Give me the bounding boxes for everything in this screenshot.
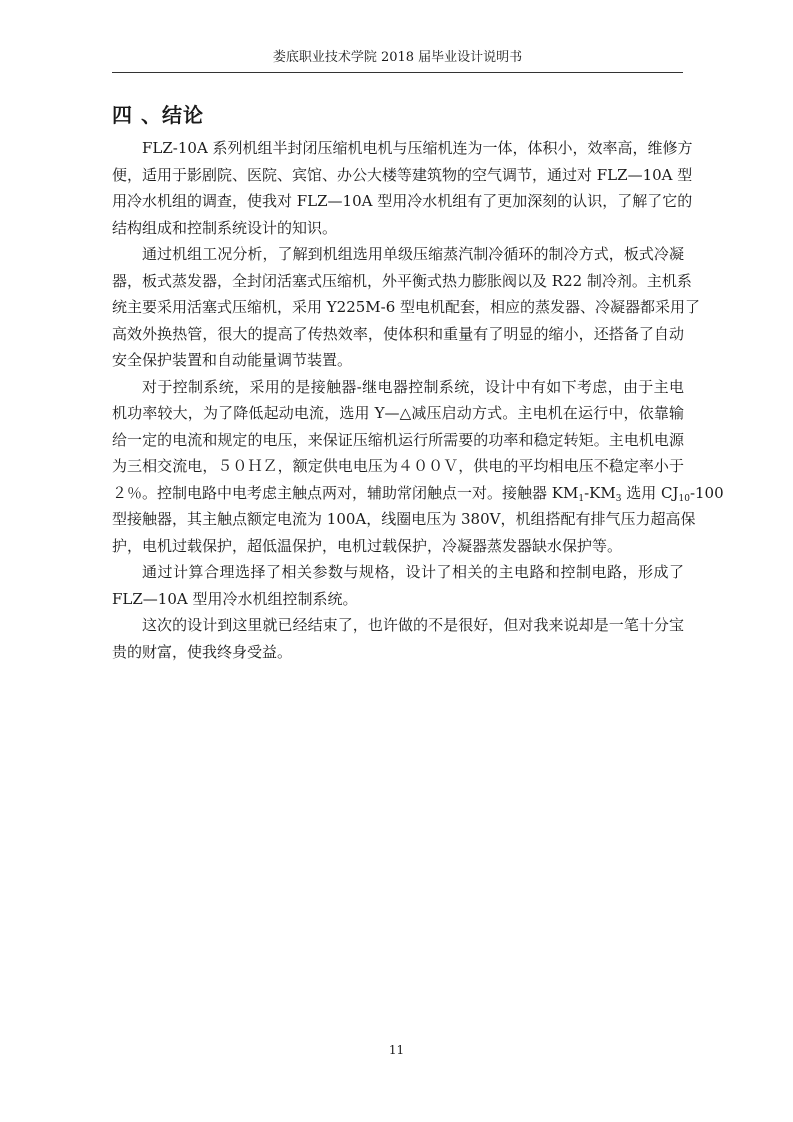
paragraph-3: [112, 374, 724, 560]
page-number: 11: [388, 1043, 405, 1057]
subscript: 3: [615, 493, 622, 504]
text-line: FLZ-10A 系列机组半封闭压缩机电机与压缩机连为一体，体积小，效率高，维修方: [142, 139, 693, 157]
header-rule: [112, 72, 683, 73]
text-line: 机功率较大，为了降低起动电流，选用 Y—△减压启动方式。主电机在运行中，依靠输: [112, 404, 684, 422]
subscript: 10: [678, 493, 690, 504]
text-line: 护，电机过载保护，超低温保护，电机过载保护，冷凝器蒸发器缺水保护等。: [112, 536, 623, 555]
line-text: -KM: [584, 483, 616, 502]
line-text: ２％。控制电路中电考虑主触点两对，辅助常闭触点一对。接触器 KM: [112, 483, 579, 502]
text-line: 便，适用于影剧院、医院、宾馆、办公大楼等建筑物的空气调节，通过对 FLZ—10A 型: [112, 165, 693, 184]
text-line: 型接触器，其主触点额定电流为 100A，线圈电压为 380V，机组搭配有排气压力超高保: [112, 510, 696, 528]
text-line: 高效外换热管，很大的提高了传热效率，使体积和重量有了明显的缩小，还搭备了自动: [112, 324, 684, 343]
section-title: 四 、结论: [112, 103, 204, 127]
text-line: 给一定的电流和规定的电压，来保证压缩机运行所需要的功率和稳定转矩。主电机电源: [112, 430, 684, 449]
text-line: FLZ—10A 型用冷水机组控制系统。: [112, 589, 358, 608]
paragraph-2: [112, 241, 701, 374]
text-line: 统主要采用活塞式压缩机，采用 Y225M-6 型电机配套，相应的蒸发器、冷凝器都采用了: [112, 298, 701, 316]
text-line: 器，板式蒸发器，全封闭活塞式压缩机，外平衡式热力膨胀阀以及 R22 制冷剂。主机系: [112, 271, 692, 290]
text-line: 安全保护装置和自动能量调节装置。: [112, 351, 353, 369]
paragraph-1: [112, 135, 693, 241]
body-text: [112, 135, 724, 665]
text-line: 对于控制系统，采用的是接触器-继电器控制系统，设计中有如下考虑，由于主电: [142, 377, 684, 396]
paragraph-4: [112, 559, 684, 612]
text-line: 这次的设计到这里就已经结束了，也许做的不是很好，但对我来说却是一笔十分宝: [142, 616, 684, 634]
line-text: -100: [689, 483, 724, 502]
paragraph-5: [112, 612, 684, 665]
text-line: 用冷水机组的调查，使我对 FLZ—10A 型用冷水机组有了更加深刻的认识，了解了它的: [112, 192, 693, 210]
text-line: 结构组成和控制系统设计的知识。: [112, 218, 338, 237]
text-line: 为三相交流电，５０ＨＺ，额定供电电压为４００Ｖ，供电的平均相电压不稳定率小于: [112, 457, 684, 475]
line-text: 选用 CJ: [621, 483, 679, 502]
text-line: 通过机组工况分析，了解到机组选用单级压缩蒸汽制冷循环的制冷方式，板式冷凝: [142, 245, 684, 263]
text-line: 贵的财富，使我终身受益。: [112, 642, 293, 661]
subscript: 1: [578, 493, 585, 504]
text-line-with-subscripts: [112, 480, 724, 507]
text-line: 通过计算合理选择了相关参数与规格，设计了相关的主电路和控制电路，形成了: [142, 563, 684, 581]
page-header: 娄底职业技术学院 2018 届毕业设计说明书: [272, 50, 523, 65]
